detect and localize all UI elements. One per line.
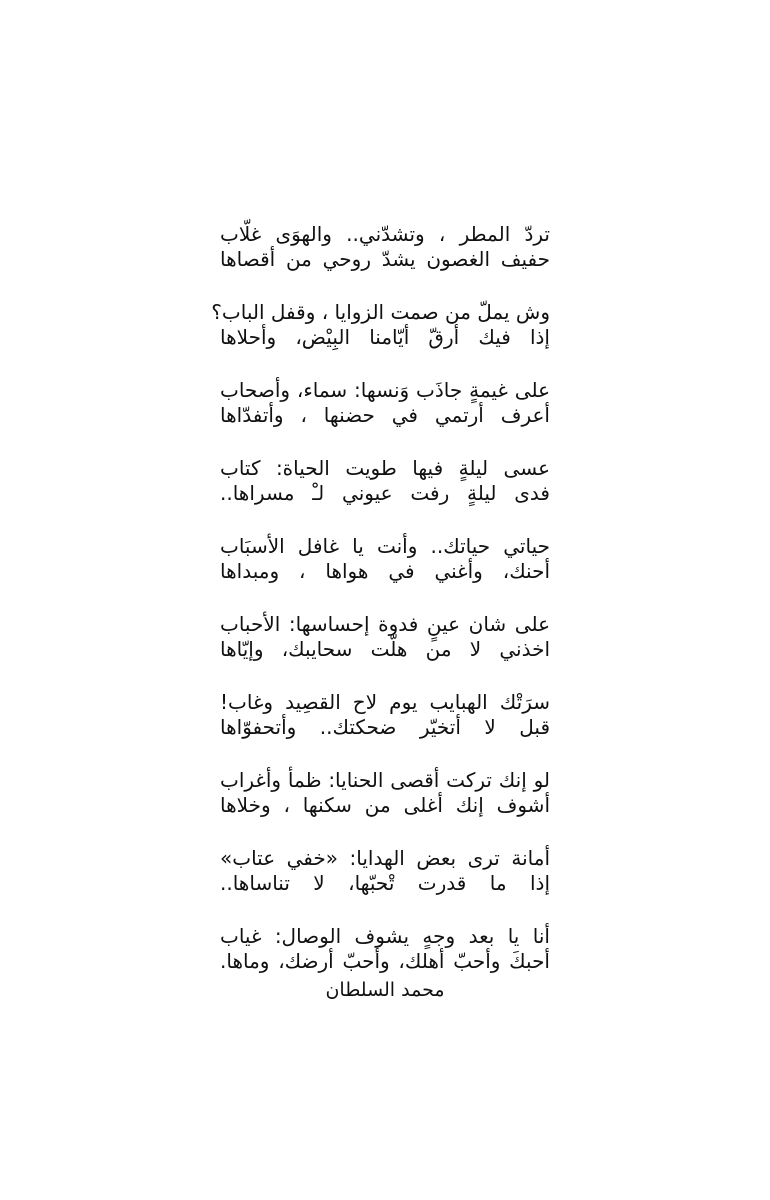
stanza-5	[220, 534, 550, 612]
poem	[211, 222, 550, 1003]
verse-line: عسى ليلةٍ فيها طويت الحياة: كتاب	[220, 456, 550, 480]
stanza-7	[220, 690, 550, 768]
verse-line: أنا يا بعد وجهٍ يشوف الوصال: غياب	[220, 924, 550, 948]
verse-line: أحبكَ وأحبّ أهلك، وأحبّ أرضك، وماها.	[220, 949, 550, 973]
verse-line: لو إنك تركت أقصى الحنايا: ظمأ وأغراب	[220, 768, 550, 792]
verse-line: على غيمةٍ جاذَب وَنسها: سماء، وأصحاب	[220, 378, 550, 402]
verse-line: أحنك، وأغني في هواها ، ومبداها	[220, 559, 550, 583]
verse-line: أشوف إنك أغلى من سكنها ، وخلاها	[220, 793, 550, 817]
stanza-3	[220, 378, 550, 456]
verse-line: اخذني لا من هلّت سحايبك، وإيّاها	[220, 637, 550, 661]
stanza-9	[220, 846, 550, 924]
verse-line: وش يملّ من صمت الزوايا ، وقفل الباب؟	[211, 300, 550, 324]
stanza-1	[220, 222, 550, 300]
stanza-2	[211, 300, 550, 378]
verse-line: على شان عينٍ فدوة إحساسها: الأحباب	[220, 612, 550, 636]
verse-line: أمانة ترى بعض الهدايا: «خفي عتاب»	[220, 846, 550, 870]
verse-line: حفيف الغصون يشدّ روحي من أقصاها	[220, 247, 550, 271]
verse-line: إذا فيك أرقّ أيّامنا البِيْض، وأحلاها	[220, 325, 550, 349]
verse-line: قبل لا أتخيّر ضحكتك.. وأتحفوّاها	[220, 715, 550, 739]
verse-line: حياتي حياتك.. وأنت يا غافل الأسبَاب	[220, 534, 550, 558]
verse-line: أعرف أرتمي في حضنها ، وأتفدّاها	[220, 403, 550, 427]
verse-line: سرَتْك الهبايب يوم لاح القصِيد وغاب!	[220, 690, 550, 714]
stanza-8	[220, 768, 550, 846]
stanza-4	[220, 456, 550, 534]
verse-line: إذا ما قدرت تْحبّها، لا تناساها..	[220, 871, 550, 895]
stanza-10	[220, 924, 550, 976]
author-signature: محمد السلطان	[325, 979, 445, 1001]
verse-line: فدى ليلةٍ رفت عيوني لـْ مسراها..	[220, 481, 550, 505]
stanza-6	[220, 612, 550, 690]
verse-line: تردّ المطر ، وتشدّني.. والهوَى غلّاب	[220, 222, 550, 246]
